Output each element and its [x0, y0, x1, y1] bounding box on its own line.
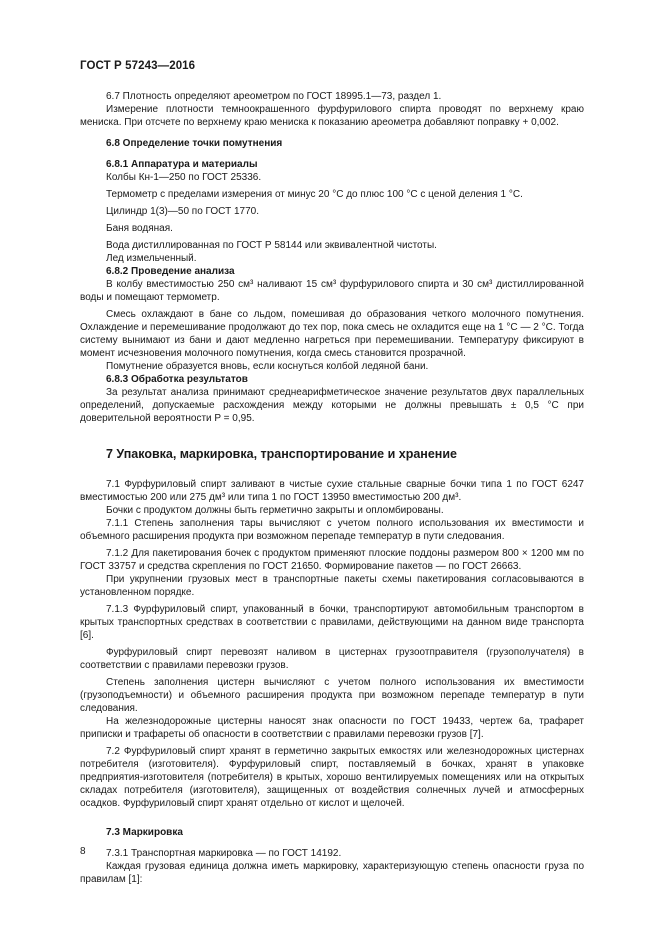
paragraph-7-3-1: 7.3.1 Транспортная маркировка — по ГОСТ 14192. [106, 848, 342, 859]
procedure-paragraph: В колбу вместимостью 250 см³ наливают 15 см³ фурфурилового спирта и 30 см³ дистиллированной воды и помещают термометр. [80, 279, 584, 303]
paragraph: На железнодорожные цистерны наносят знак опасности по ГОСТ 19433, чертеж 6а, трафарет приписки и трафареты об опасности в соответствии с правилами перевозки грузов [7]. [80, 716, 584, 740]
paragraph: При укрупнении грузовых мест в транспортные пакеты схемы пакетирования согласовываются в установленном порядке. [80, 574, 584, 598]
paragraph-6-7: 6.7 Плотность определяют ареометром по ГОСТ 18995.1—73, раздел 1. [106, 91, 442, 102]
paragraph-7-1-1: 7.1.1 Степень заполнения тары вычисляют с учетом полного использования их вместимости и объемного расширения продукта при возможном перепаде температур в пути следования. [80, 518, 584, 542]
heading-7-3: 7.3 Маркировка [106, 827, 183, 838]
heading-section-7: 7 Упаковка, маркировка, транспортирование и хранение [106, 447, 457, 461]
paragraph-7-2: 7.2 Фурфуриловый спирт хранят в герметично закрытых емкостях или железнодорожных цистернах потребителя (изготовителя). Фурфуриловый спирт, поставляемый в бочках, хранят в упаковке предприятия-изготовителя (потребителя) в крытых, хорошо вентилируемых помещениях или на открытых складах потребителя (изготовителя), защищенных от воздействия солнечных лучей и атмосферных осадков. Фурфуриловый спирт хранят отдельно от кислот и щелочей. [80, 746, 584, 809]
heading-6-8-1: 6.8.1 Аппаратура и материалы [106, 159, 258, 170]
heading-6-8-3: 6.8.3 Обработка результатов [106, 374, 248, 385]
equipment-item: Колбы Кн-1—250 по ГОСТ 25336. [106, 172, 262, 183]
equipment-item: Вода дистиллированная по ГОСТ Р 58144 или эквивалентной чистоты. [106, 240, 437, 251]
results-paragraph: За результат анализа принимают среднеарифметическое значение результатов двух параллельных определений, допускаемые расхождения между которыми не должны превышать ± 0,5 °С при доверительной вероятности P = 0,95. [80, 387, 584, 424]
procedure-paragraph: Смесь охлаждают в бане со льдом, помешивая до образования четкого молочного помутнения. Охлаждение и перемешивание продолжают до тех пор, пока смесь не охладится еще на 1 °С — 2 °С. Тогда систему вынимают из бани и дают медленно нагреться при перемешивании. Температуру фиксируют в момент исчезновения молочного помутнения, когда смесь становится прозрачной. [80, 309, 584, 359]
page-content [80, 90, 584, 886]
equipment-item: Баня водяная. [106, 223, 173, 234]
paragraph-7-1-3: 7.1.3 Фурфуриловый спирт, упакованный в бочки, транспортируют автомобильным транспортом в крытых транспортных средствах в соответствии с правилами, действующими на данном виде транспорта [6]. [80, 604, 584, 641]
procedure-paragraph: Помутнение образуется вновь, если коснуться колбой ледяной бани. [106, 361, 429, 372]
equipment-item: Лед измельченный. [106, 253, 197, 264]
paragraph-7-1-2: 7.1.2 Для пакетирования бочек с продуктом применяют плоские поддоны размером 800 × 1200 мм по ГОСТ 33757 и средства скрепления по ГОСТ 21650. Формирование пакетов — по ГОСТ 26663. [80, 548, 584, 572]
paragraph-7-1: 7.1 Фурфуриловый спирт заливают в чистые сухие стальные сварные бочки типа 1 по ГОСТ 6247 вместимостью 200 или 275 дм³ или типа 1 по ГОСТ 13950 вместимостью 200 дм³. [80, 479, 584, 503]
page-number: 8 [80, 846, 86, 857]
document-header: ГОСТ Р 57243—2016 [80, 60, 196, 72]
paragraph: Степень заполнения цистерн вычисляют с учетом полного использования их вместимости (грузоподъемности) и объемного расширения продукта при возможном перепаде температур в пути следования. [80, 677, 584, 714]
heading-6-8-2: 6.8.2 Проведение анализа [106, 266, 235, 277]
paragraph: Фурфуриловый спирт перевозят наливом в цистернах грузоотправителя (грузополучателя) в соответствии с правилами перевозки грузов. [80, 647, 584, 671]
paragraph: Каждая грузовая единица должна иметь маркировку, характеризующую степень опасности груза по правилам [1]: [80, 861, 584, 885]
equipment-item: Термометр с пределами измерения от минус 20 °С до плюс 100 °С с ценой деления 1 °С. [106, 189, 523, 200]
paragraph: Бочки с продуктом должны быть герметично закрыты и опломбированы. [106, 505, 444, 516]
paragraph-density-measurement: Измерение плотности темноокрашенного фурфурилового спирта проводят по верхнему краю мениска. При отсчете по верхнему краю мениска к показанию ареометра добавляют поправку + 0,002. [80, 104, 584, 128]
heading-6-8: 6.8 Определение точки помутнения [106, 138, 283, 149]
equipment-item: Цилиндр 1(3)—50 по ГОСТ 1770. [106, 206, 259, 217]
